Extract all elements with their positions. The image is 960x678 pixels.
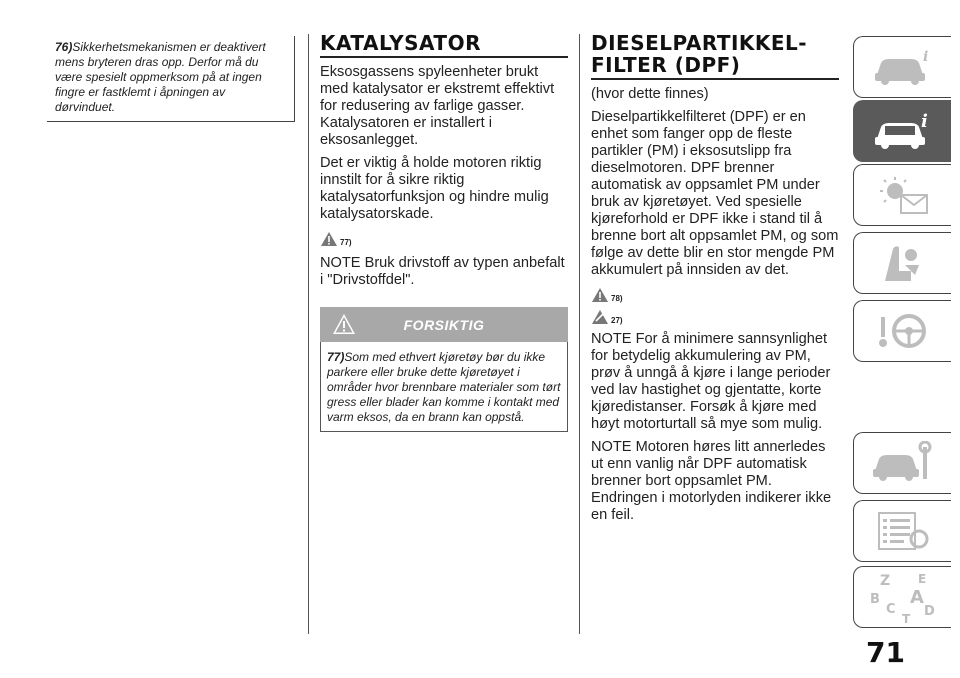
caution-number: 77) <box>327 350 345 364</box>
dpf-heading-line1: DIESELPARTIKKEL- <box>591 31 808 55</box>
index-letter: Z <box>879 573 890 589</box>
dpf-p1: Dieselpartikkelfilteret (DPF) er en enhet som fanger opp de fleste partikler (PM) i eksosutslipp fra dieselmotoren. DPF brenner automatisk av oppsamlet PM under bruk av kjøretøyet. Ved spesielle kjøreforhold er DPF ikke i stand til å brenne bort alt oppsamlet PM, og som følge av dette blir en stor mengde PM akkumulert på innsiden av det. <box>591 109 839 278</box>
car-wrench-icon <box>871 441 935 485</box>
katalysator-note: NOTE Bruk drivstoff av typen anbefalt i "Drivstoffdel". <box>320 255 565 288</box>
column-divider-2 <box>579 34 580 634</box>
caution-body <box>320 342 568 432</box>
caution-text <box>327 350 561 425</box>
warning-triangle-icon <box>320 231 338 247</box>
steering-wheel-icon <box>871 309 935 353</box>
lights-message-icon <box>871 173 935 217</box>
note-76-text <box>55 40 286 115</box>
caution-pencil-icon <box>591 309 609 325</box>
heading-rule <box>591 78 839 80</box>
katalysator-p1: Eksosgassens spyleenheter brukt med katalysator er ekstremt effektivt for redusering av farlige gasser. Katalysatoren er installert i eksosanlegget. <box>320 64 555 148</box>
tab-starting-driving[interactable] <box>853 300 951 362</box>
warning-ref-78 <box>591 283 839 303</box>
tab-getting-to-know[interactable] <box>853 36 951 98</box>
index-letter: E <box>917 572 926 586</box>
index-letter: D <box>923 604 935 619</box>
tab-index[interactable] <box>853 566 951 628</box>
car-info-active-icon <box>871 111 935 151</box>
heading-rule <box>320 56 568 58</box>
warning-ref-78-label: 78) <box>611 294 623 303</box>
seat-airbag-icon <box>871 241 935 285</box>
dpf-section <box>591 32 839 524</box>
specs-list-icon <box>871 509 935 553</box>
page-number: 71 <box>866 636 905 669</box>
note-76-body: Sikkerhetsmekanismen er deaktivert mens bryteren dras opp. Derfor må du være spesielt oppmerksom på at ingen fingre er fastklemt i åpningen av dørvinduet. <box>55 40 266 114</box>
tab-technical-data[interactable] <box>853 500 951 562</box>
caution-body-text: Som med ethvert kjøretøy bør du ikke parkere eller bruke dette kjøretøyet i områder hvor brennbare materialer som tørt gress eller blader kan komme i kontakt med varm eksos, da en brann kan oppstå. <box>327 350 561 424</box>
index-letter: A <box>909 587 924 608</box>
svg-text:i: i <box>922 49 928 65</box>
caution-header <box>320 307 568 342</box>
index-letter: B <box>869 592 880 607</box>
katalysator-p2: Det er viktig å holde motoren riktig innstilt for å sikre riktig katalysatorfunksjon og hindre mulig katalysatorskade. <box>320 155 549 222</box>
car-info-icon <box>871 47 935 87</box>
index-letter: T <box>901 612 910 625</box>
column-divider-1 <box>308 34 309 634</box>
katalysator-section <box>320 32 568 432</box>
caution-ref-27 <box>591 305 839 325</box>
dpf-note-2: NOTE Motoren høres litt annerledes ut enn vanlig når DPF automatisk brenner bort oppsamlet PM. Endringen i motorlyden indikerer ikke en feil. <box>591 439 832 523</box>
katalysator-heading: KATALYSATOR <box>320 31 481 55</box>
index-letters-icon <box>868 569 938 625</box>
caution-label: FORSIKTIG <box>403 316 485 333</box>
dpf-note-1: NOTE For å minimere sannsynlighet for betydelig akkumulering av PM, prøv å unngå å kjøre i lange perioder ved lav hastighet og gjentatte, korte kjøredistanser. Forsøk å kjøre med høyt motorturtall så mye som mulig. <box>591 331 831 432</box>
note-76-box <box>47 36 295 122</box>
tab-lights-messages[interactable] <box>853 164 951 226</box>
caution-ref-27-label: 27) <box>611 316 623 325</box>
tab-safety[interactable] <box>853 232 951 294</box>
svg-text:i: i <box>920 111 928 132</box>
tab-maintenance[interactable] <box>853 432 951 494</box>
caution-panel <box>320 307 568 432</box>
warning-ref-77 <box>320 227 568 247</box>
caution-triangle-icon <box>332 313 356 335</box>
tab-knowing-instrument-panel[interactable] <box>853 100 951 162</box>
dpf-heading-line2: FILTER (DPF) <box>591 53 741 77</box>
dpf-subtitle: (hvor dette finnes) <box>591 86 709 102</box>
warning-triangle-icon <box>591 287 609 303</box>
index-letter: C <box>885 602 896 617</box>
warning-ref-77-label: 77) <box>340 238 352 247</box>
note-76-number: 76) <box>55 40 73 54</box>
